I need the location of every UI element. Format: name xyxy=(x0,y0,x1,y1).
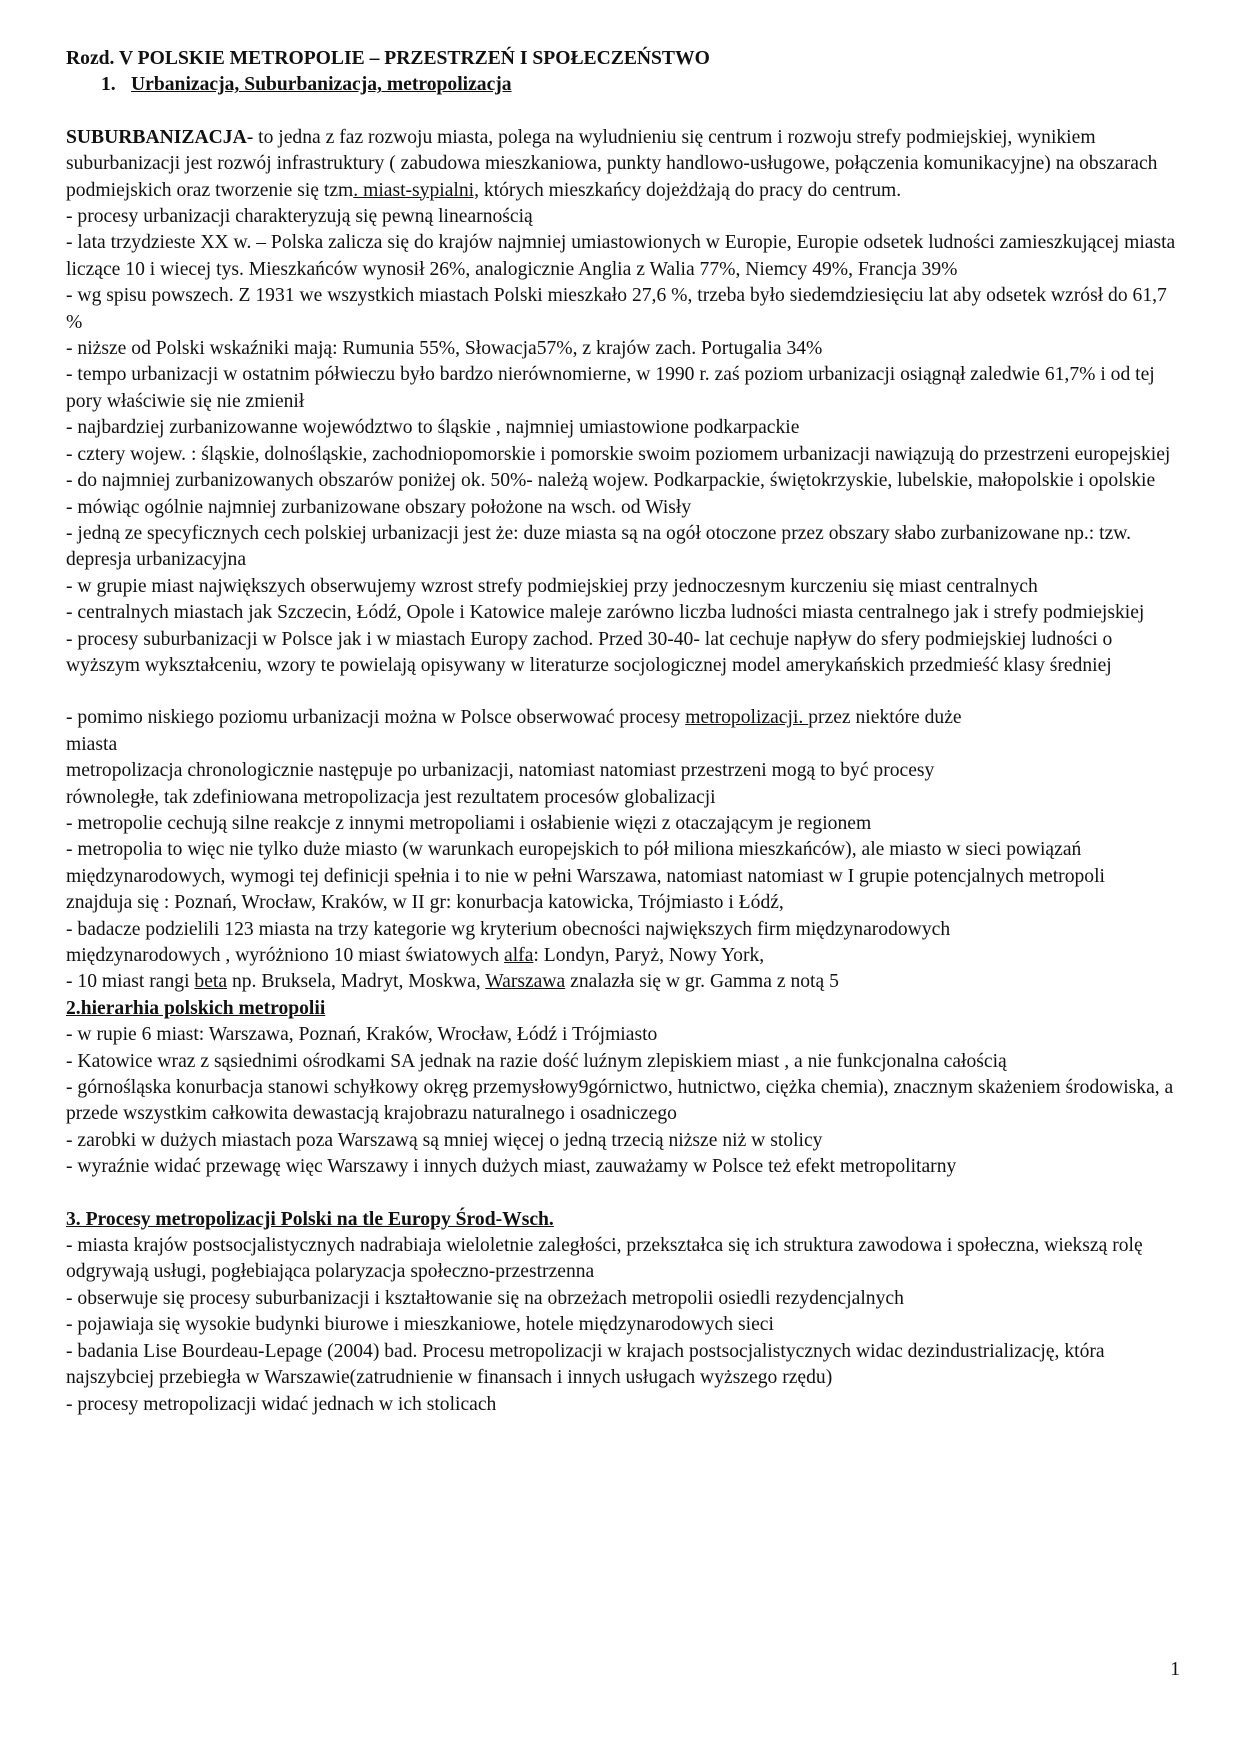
bullet-item: - lata trzydzieste XX w. – Polska zalicza się do krajów najmniej umiastowionych w Europie, Europie odsetek ludności zamieszkującej miasta liczące 10 i wiecej tys. Mieszkańców wynosił 26%, analogicznie Anglia z Walia 77%, Niemcy 49%, Francja 39% xyxy=(66,232,1176,280)
bullet-item: - do najmniej zurbanizowanych obszarów poniżej ok. 50%- należą wojew. Podkarpackie, świętokrzyskie, lubelskie, małopolskie i opolskie xyxy=(66,470,1156,492)
bullet-item: - miasta krajów postsocjalistycznych nadrabiaja wieloletnie zaległości, przekształca się ich struktura zawodowa i społeczna, wiekszą rolę odgrywają usługi, pogłebiająca polaryzacja społeczno-przestrzenna xyxy=(66,1235,1143,1283)
section-2-heading: 2.hierarhia polskich metropolii xyxy=(66,997,326,1019)
ranking-text: - 10 miast rangi xyxy=(66,971,195,993)
ranking-line xyxy=(66,943,1176,969)
warszawa-link[interactable]: Warszawa xyxy=(485,971,566,993)
beta-link[interactable]: beta xyxy=(194,971,228,993)
bullet-item: - w rupie 6 miast: Warszawa, Poznań, Kraków, Wrocław, Łódź i Trójmiasto xyxy=(66,1024,658,1046)
bullet-item: - badania Lise Bourdeau-Lepage (2004) bad. Procesu metropolizacji w krajach postsocjalistycznych widac dezindustrializację, która najszybciej przebiegła w Warszawie(zatrudnienie w finansach i innych usługach wyższego rzędu) xyxy=(66,1340,1105,1389)
ranking-line xyxy=(66,969,1176,995)
definition-text: - to jedna z faz rozwoju miasta, polega na wyludnieniu się centrum i rozwoju strefy podmiejskiej, wynikiem suburbanizacji jest rozwój infrastruktury ( zabudowa mieszkaniowa, punkty handlowo-usługowe, połączenia komunikacyjne) na obszarach podmiejskich oraz tworzenie się tzm xyxy=(66,126,1158,201)
ranking-text-end: : Londyn, Paryż, Nowy York, xyxy=(533,945,765,966)
intro-text-end: przez niektóre duże xyxy=(808,707,962,729)
bullet-item: - w grupie miast największych obserwujemy wzrost strefy podmiejskiej przy jednoczesnym kurczeniu się miast centralnych xyxy=(66,575,1038,597)
definition-term: SUBURBANIZACJA xyxy=(66,126,247,148)
bullet-item: - niższe od Polski wskaźniki mają: Rumunia 55%, Słowacja57%, z krajów zach. Portugalia 34% xyxy=(66,338,823,360)
alfa-link[interactable]: alfa xyxy=(504,945,534,966)
page-number: 1 xyxy=(1170,1659,1180,1680)
spacer xyxy=(66,1181,1176,1207)
bullet-item: - mówiąc ogólnie najmniej zurbanizowane obszary położone na wsch. od Wisły xyxy=(66,496,692,518)
ranking-text: międzynarodowych , wyróżniono 10 miast światowych xyxy=(66,945,505,966)
ranking-text-mid: np. Bruksela, Madryt, Moskwa, xyxy=(227,971,486,993)
bullet-item: - obserwuje się procesy suburbanizacji i kształtowanie się na obrzeżach metropolii osiedli rezydencjalnych xyxy=(66,1287,904,1309)
definition-paragraph xyxy=(66,125,1176,204)
bullet-item: - procesy metropolizacji widać jednach w ich stolicach xyxy=(66,1393,497,1415)
bullet-item: - zarobki w dużych miastach poza Warszawą są mniej więcej o jedną trzecią niższe niż w stolicy xyxy=(66,1129,823,1151)
document-body xyxy=(66,46,1176,1418)
metropolization-intro-line: miasta xyxy=(66,733,118,755)
ranking-line: - badacze podzielili 123 miasta na trzy kategorie wg kryterium obecności największych firm międzynarodowych xyxy=(66,918,951,940)
section-1-number: 1. xyxy=(101,74,116,96)
section-1-title: Urbanizacja, Suburbanizacja, metropolizacja xyxy=(131,74,512,96)
bullet-item: - górnośląska konurbacja stanowi schyłkowy okręg przemysłowy9górnictwo, hutnictwo, ciężka chemia), znacznym skażeniem środowiska, a przede wszystkim całkowita dewastacją krajobrazu naturalnego i osadniczego xyxy=(66,1077,1174,1125)
bullet-item: - procesy urbanizacji charakteryzują się pewną linearnością xyxy=(66,206,533,228)
definition-link[interactable]: . miast-sypialni, xyxy=(353,179,479,201)
intro-text: - pomimo niskiego poziomu urbanizacji można w Polsce obserwować procesy xyxy=(66,707,686,729)
bullet-item: - najbardziej zurbanizowanne województwo to śląskie , najmniej umiastowione podkarpackie xyxy=(66,417,800,439)
bullet-item: - tempo urbanizacji w ostatnim półwieczu było bardzo nierównomierne, w 1990 r. zaś poziom urbanizacji osiągnął zaledwie 61,7% i od tej pory właściwie się nie zmienił xyxy=(66,364,1155,412)
spacer xyxy=(66,99,1176,125)
ranking-text-end: znalazła się w gr. Gamma z notą 5 xyxy=(565,971,839,993)
bullet-item: - wyraźnie widać przewagę więc Warszawy i innych dużych miast, zauważamy w Polsce też efekt metropolitarny xyxy=(66,1156,957,1178)
metropolizacji-link[interactable]: metropolizacji. xyxy=(685,707,809,729)
bullet-item: - centralnych miastach jak Szczecin, Łódź, Opole i Katowice maleje zarówno liczba ludności miasta centralnego jak i strefy podmiejskiej xyxy=(66,602,1145,624)
bullet-item: - metropolie cechują silne reakcje z innymi metropoliami i osłabienie więzi z otaczającym je regionem xyxy=(66,812,872,834)
bullet-item: - jedną ze specyficznych cech polskiej urbanizacji jest że: duze miasta są na ogół otoczone przez obszary słabo zurbanizowane np.: tzw. depresja urbanizacyjna xyxy=(66,522,1132,571)
spacer xyxy=(66,679,1176,705)
bullet-item: - cztery wojew. : śląskie, dolnośląskie, zachodniopomorskie i pomorskie swoim poziomem urbanizacji nawiązują do przestrzeni europejskiej xyxy=(66,443,1171,465)
metropolization-intro-line: równoległe, tak zdefiniowana metropolizacja jest rezultatem procesów globalizacji xyxy=(66,786,716,808)
section-3-heading: 3. Procesy metropolizacji Polski na tle Europy Środ-Wsch. xyxy=(66,1208,554,1230)
metropolization-intro-line xyxy=(66,705,1176,731)
section-1-heading xyxy=(66,72,1176,98)
definition-text-end: których mieszkańcy dojeżdżają do pracy do centrum. xyxy=(479,179,902,201)
bullet-item: - procesy suburbanizacji w Polsce jak i w miastach Europy zachod. Przed 30-40- lat cechuje napływ do sfery podmiejskiej ludności o wyższym wykształceniu, wzory te powielają opisywany w literaturze socjologicznej model amerykańskich przedmieść klasy średniej xyxy=(66,628,1113,676)
bullet-item: - pojawiaja się wysokie budynki biurowe i mieszkaniowe, hotele międzynarodowych sieci xyxy=(66,1314,774,1336)
bullet-item: - Katowice wraz z sąsiednimi ośrodkami SA jednak na razie dość luźnym zlepiskiem miast , a nie funkcjonalna całością xyxy=(66,1050,1007,1072)
chapter-title: Rozd. V POLSKIE METROPOLIE – PRZESTRZEŃ I SPOŁECZEŃSTWO xyxy=(66,48,710,69)
metropolization-intro-line: metropolizacja chronologicznie następuje po urbanizacji, natomiast natomiast przestrzeni mogą to być procesy xyxy=(66,760,935,782)
bullet-item: - wg spisu powszech. Z 1931 we wszystkich miastach Polski mieszkało 27,6 %, trzeba było siedemdziesięciu lat aby odsetek wzrósł do 61,7 % xyxy=(66,285,1167,333)
bullet-item: - metropolia to więc nie tylko duże miasto (w warunkach europejskich to pół miliona mieszkańców), ale miasto w sieci powiązań międzynarodowych, wymogi tej definicji spełnia i to nie w pełni Warszawa, natomiast natomiast w I grupie potencjalnych metropoli znajduja się : Poznań, Wrocław, Kraków, w II gr: konurbacja katowicka, Trójmiasto i Łódź, xyxy=(66,839,1105,914)
